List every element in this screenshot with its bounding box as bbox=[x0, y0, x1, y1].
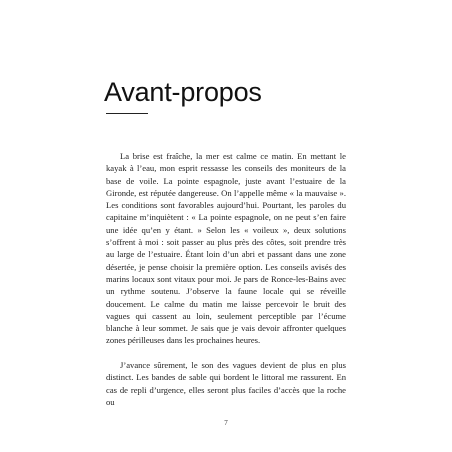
page-number: 7 bbox=[224, 419, 228, 427]
paragraph-2: J’avance sûrement, le son des vagues devient de plus en plus distinct. Les bandes de sable qui bordent le littoral me rassurent. En cas de repli d’urgence, elles seront plus faciles d’accès que la roche ou bbox=[106, 360, 346, 407]
chapter-title: Avant-propos bbox=[104, 77, 262, 107]
paragraph-1: La brise est fraîche, la mer est calme ce matin. En mettant le kayak à l’eau, mon esprit ressasse les conseils des moniteurs de la base de voile. La pointe espagnole, juste avant l’estuaire de la Gironde, est réputée dangereuse. On l’appelle même « la mauvaise ». Les conditions sont favorables aujourd’hui. Pourtant, les paroles du capitaine m’inquiètent : « La pointe espagnole, on ne peut s’en faire une idée qu’en y étant. » Selon les « voileux », deux solutions s’offrent à moi : soit passer au plus près des côtes, soit prendre très au large de l’estuaire. Étant loin d’un abri et passant dans une zone désertée, je pense choisir la première option. Les conseils avisés des marins locaux sont vitaux pour moi. Je pars de Ronce-les-Bains avec un rythme soutenu. J’observe la faune locale qui se réveille doucement. Le calme du matin me laisse percevoir le bruit des vagues qui cassent au loin, seulement perceptible par l’écume blanche à leur sommet. Je sais que je vais devoir affronter quelques zones périlleuses dans les prochaines heures. bbox=[106, 151, 346, 346]
title-underline-rule bbox=[106, 113, 148, 114]
body-text bbox=[106, 150, 346, 408]
